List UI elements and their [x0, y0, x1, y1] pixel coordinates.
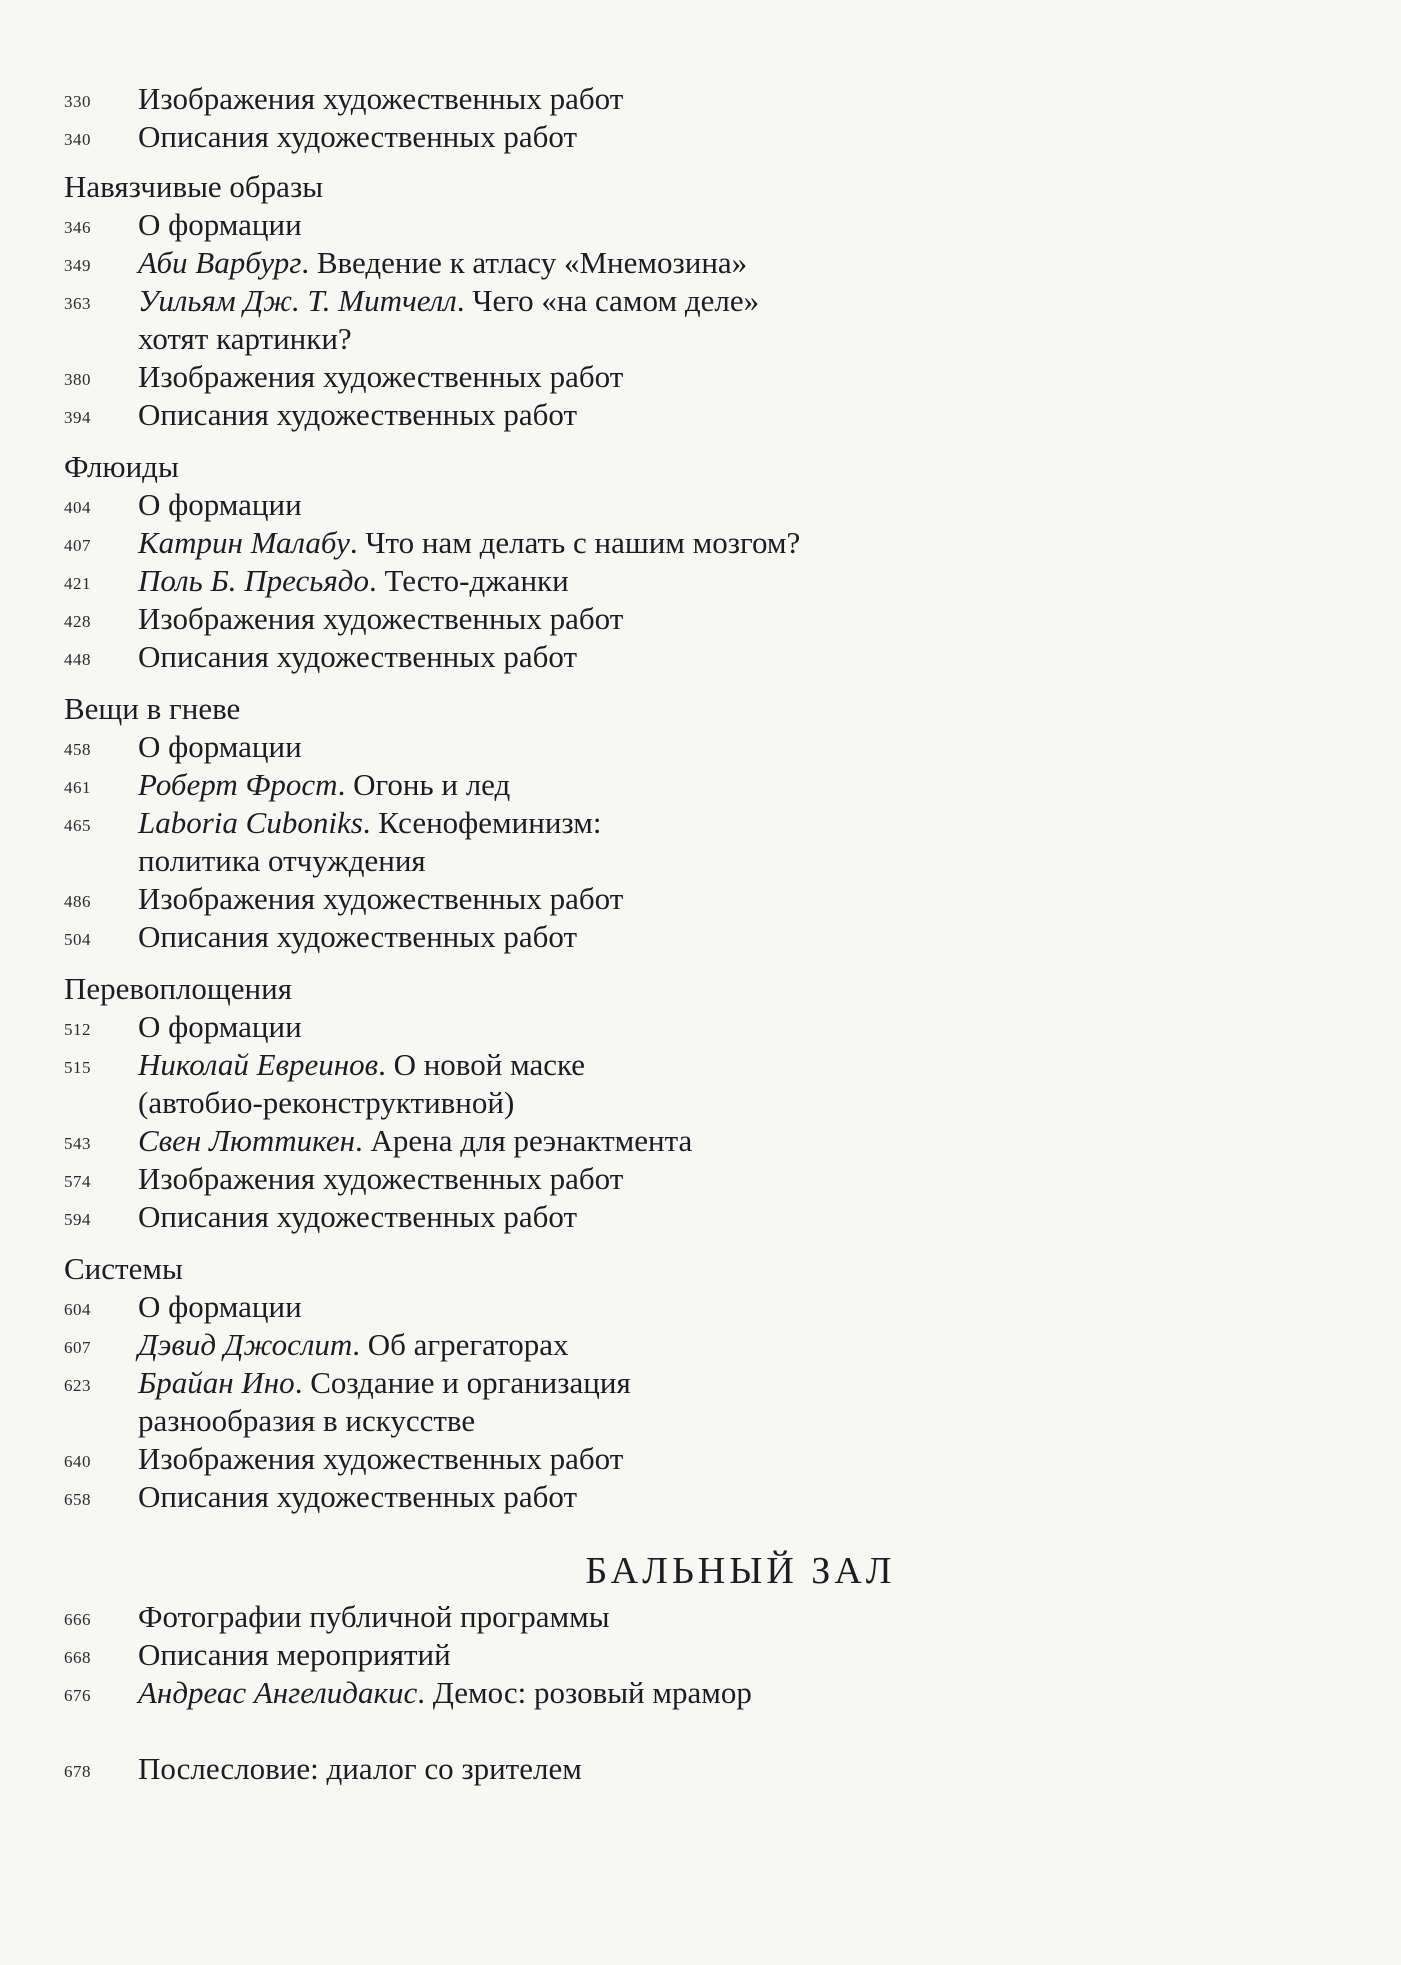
entry-title: Изображения художественных работ — [138, 359, 624, 394]
entry-author: Поль Б. Пресьядо — [138, 563, 369, 598]
page-number: 543 — [64, 1134, 91, 1153]
entry-title: Изображения художественных работ — [138, 881, 624, 916]
page-number: 658 — [64, 1490, 91, 1509]
part-heading: БАЛЬНЫЙ ЗАЛ — [585, 1550, 896, 1592]
page-number: 330 — [64, 92, 91, 111]
entry-title: О формации — [138, 1009, 302, 1044]
entry-title: Описания художественных работ — [138, 1199, 578, 1234]
entry-title: Описания художественных работ — [138, 397, 578, 432]
entry-title: О формации — [138, 1289, 302, 1324]
page-number: 340 — [64, 130, 91, 149]
entry-title: Фотографии публичной программы — [138, 1599, 610, 1634]
entry-title: Николай Евреинов. О новой маске — [138, 1047, 586, 1082]
entry-title: политика отчуждения — [138, 843, 426, 878]
page-number: 504 — [64, 930, 91, 949]
entry-author: Дэвид Джослит — [138, 1327, 353, 1362]
entry-title: Laboria Cuboniks. Ксенофеминизм: — [138, 805, 602, 840]
entry-title: Катрин Малабу. Что нам делать с нашим мозгом? — [138, 525, 801, 560]
entry-title: Описания мероприятий — [138, 1637, 451, 1672]
page-number: 623 — [64, 1376, 91, 1395]
entry-author: Брайан Ино — [138, 1365, 295, 1400]
page-number: 380 — [64, 370, 91, 389]
entry-title: Уильям Дж. Т. Митчелл. Чего «на самом деле» — [138, 283, 760, 318]
entry-author: Laboria Cuboniks — [138, 805, 363, 840]
entry-author: Андреас Ангелидакис — [138, 1675, 418, 1710]
entry-title: Андреас Ангелидакис. Демос: розовый мрамор — [138, 1675, 752, 1710]
entry-title: хотят картинки? — [138, 321, 352, 356]
entry-author: Николай Евреинов — [138, 1047, 379, 1082]
page-number: 515 — [64, 1058, 91, 1077]
entry-title: Описания художественных работ — [138, 639, 578, 674]
page-number: 486 — [64, 892, 91, 911]
page-number: 512 — [64, 1020, 91, 1039]
entry-title: Поль Б. Пресьядо. Тесто-джанки — [138, 563, 569, 598]
entry-title: Изображения художественных работ — [138, 1441, 624, 1476]
page-number: 676 — [64, 1686, 91, 1705]
page-number: 465 — [64, 816, 91, 835]
section-title: Навязчивые образы — [64, 169, 324, 204]
entry-title: Изображения художественных работ — [138, 1161, 624, 1196]
entry-author: Роберт Фрост — [138, 767, 338, 802]
entry-author: Уильям Дж. Т. Митчелл — [138, 283, 457, 318]
entry-title: Брайан Ино. Создание и организация — [138, 1365, 631, 1400]
page-number: 394 — [64, 408, 91, 427]
page-number: 574 — [64, 1172, 91, 1191]
page-number: 349 — [64, 256, 91, 275]
entry-title: Аби Варбург. Введение к атласу «Мнемозина» — [138, 245, 748, 280]
entry-title: Описания художественных работ — [138, 1479, 578, 1514]
section-title: Флюиды — [64, 449, 179, 484]
entry-title: О формации — [138, 729, 302, 764]
page-number: 604 — [64, 1300, 91, 1319]
entry-title: Изображения художественных работ — [138, 81, 624, 116]
page-number: 346 — [64, 218, 91, 237]
page-number: 448 — [64, 650, 91, 669]
entry-title: Дэвид Джослит. Об агрегаторах — [138, 1327, 569, 1362]
page-number: 607 — [64, 1338, 91, 1357]
page-number: 668 — [64, 1648, 91, 1667]
page-number: 407 — [64, 536, 91, 555]
entry-title: разнообразия в искусстве — [138, 1403, 476, 1438]
page-number: 458 — [64, 740, 91, 759]
page-number: 640 — [64, 1452, 91, 1471]
entry-author: Аби Варбург — [138, 245, 302, 280]
entry-title: Изображения художественных работ — [138, 601, 624, 636]
entry-title: Описания художественных работ — [138, 119, 578, 154]
section-title: Перевоплощения — [64, 971, 292, 1006]
page-number: 678 — [64, 1762, 91, 1781]
entry-title: О формации — [138, 207, 302, 242]
section-title: Вещи в гневе — [64, 691, 241, 726]
page-number: 594 — [64, 1210, 91, 1229]
page-number: 666 — [64, 1610, 91, 1629]
entry-title: Роберт Фрост. Огонь и лед — [138, 767, 511, 802]
entry-author: Катрин Малабу — [138, 525, 350, 560]
section-title: Системы — [64, 1251, 183, 1286]
page-number: 363 — [64, 294, 91, 313]
page-number: 404 — [64, 498, 91, 517]
page-number: 421 — [64, 574, 91, 593]
entry-author: Свен Люттикен — [138, 1123, 356, 1158]
page-number: 461 — [64, 778, 91, 797]
entry-title: (автобио-реконструктивной) — [138, 1085, 515, 1120]
page-number: 428 — [64, 612, 91, 631]
entry-title: Свен Люттикен. Арена для реэнактмента — [138, 1123, 693, 1158]
entry-title: Послесловие: диалог со зрителем — [138, 1751, 582, 1786]
entry-title: Описания художественных работ — [138, 919, 578, 954]
entry-title: О формации — [138, 487, 302, 522]
